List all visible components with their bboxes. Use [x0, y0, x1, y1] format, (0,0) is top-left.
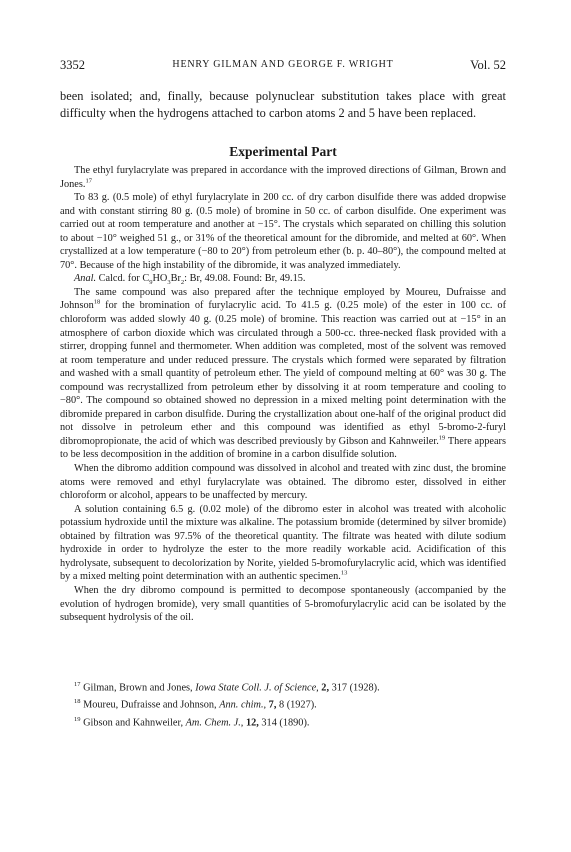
section-heading: Experimental Part	[229, 144, 337, 159]
experimental-body	[60, 164, 506, 625]
page-number: 3352	[60, 58, 85, 72]
footnote-19: $^{19}$ Gibson and Kahnweiler, Am. Chem. J., 12, 314 (1890).	[74, 715, 310, 729]
footnote-17: $^{17}$ Gilman, Brown and Jones, Iowa State Coll. J. of Science, 2, 317 (1928).	[74, 681, 380, 694]
paragraph-6: When the dry dibromo compound is permitted to decompose spontaneously (accompanied by the evolution of hydrogen bromide), very small quantities of 5-bromofurylacrylic acid can be isolated by the subsequent hydrolysis of the oil.	[60, 584, 506, 624]
paragraph-1: The ethyl furylacrylate was prepared in accordance with the improved directions of Gilman, Brown and Jones.$^{17}$	[60, 165, 506, 190]
paragraph-4: When the dibromo addition compound was dissolved in alcohol and treated with zinc dust, the bromine atoms were removed and ethyl furylacrylate was obtained. The dibromo ester, dissolved in either chloroform or alcohol, appears to be unaffected by mercury.	[60, 463, 506, 502]
footnote-ref-13: 13	[340, 569, 348, 577]
running-header	[60, 58, 506, 76]
lead-paragraph: been isolated; and, finally, because polynuclear substitution takes place with great difficulty when the hydrogens attached to carbon atoms 2 and 5 have been replaced.	[60, 89, 506, 120]
footnote-ref-19: 19	[438, 434, 446, 442]
volume-label: Vol. 52	[470, 58, 506, 72]
paragraph-5: A solution containing 6.5 g. (0.02 mole) of the dibromo ester in alcohol was treated with alcoholic potassium hydroxide until the mixture was alkaline. The potassium bromide (determined by silver bromide) obtained by filtration was 97.5% of the theoretical quantity. The filtrate was heated with dilute sodium hydroxide in order to hydrolyze the ester to the more readily workable acid. Acidification of this hydrolysate, subsequent to decolorization by Norite, yielded 5-bromofurylacrylic acid, which was identified by a mixed melting point determination with an authentic specimen.$^{13}$	[60, 503, 506, 583]
analysis-line: Anal. Calcd. for $C_9HO_3Br_2$: Br, 49.08. Found: Br, 49.15.	[74, 273, 306, 287]
analysis-label: Anal.	[74, 273, 97, 285]
paragraph-2: To 83 g. (0.5 mole) of ethyl furylacrylate in 200 cc. of dry carbon disulfide there was added dropwise and with constant stirring 80 g. (0.5 mole) of bromine in 50 cc. of carbon disulfide. One experiment was carried out at room temperature and another at −15°. The crystals which separated on chilling this solution to about −10° weighed 51 g., or 31% of the theoretical amount for the dibromide, and melted at 60°. When crystallized at a low temperature (−80 to 20°) from petroleum ether (b. p. 40–80°), the compound melted at 70°. Because of the high instability of the dibromide, it was analyzed immediately.	[60, 192, 506, 271]
footnote-18: $^{18}$ Moureu, Dufraisse and Johnson, Ann. chim., 7, 8 (1927).	[74, 698, 317, 711]
footnotes	[60, 678, 506, 730]
paragraph-3: The same compound was also prepared after the technique employed by Moureu, Dufraisse and Johnson$^{18}$ for the bromination of furylacrylic acid. To 41.5 g. (0.25 mole) of the ester in 100 cc. of chloroform was added slowly 40 g. (0.25 mole) of bromine. This reaction was carried out at −15° in an atmosphere of carbon dioxide which was circulated through a 500-cc. three-necked flask provided with a stirrer, dropping funnel and thermometer. When addition was completed, most of the solvent was removed at room temperature and under reduced pressure. The crystals which formed were separated by filtration and washed with a small quantity of petroleum ether. The yield of compound melting at 60° was 30 g. The compound was recrystallized from petroleum ether by dissolving it at room temperature and cooling to −80°. The compound so obtained showed no depression in a mixed melting point determination with the dibromide prepared in carbon disulfide. During the crystallization about one-half of the original product did not dissolve in petroleum ether and this compound was identified as ethyl 5-bromo-2-furyl dibromopropionate, the acid of which was described previously by Gibson and Kahnweiler.$^{19}$ There appears to be less decomposition in the addition of bromine in a carbon disulfide solution.	[60, 286, 506, 461]
footnote-ref-18: 18	[93, 299, 101, 307]
running-title: HENRY GILMAN AND GEORGE F. WRIGHT	[172, 59, 394, 70]
footnote-ref-17: 17	[85, 177, 92, 185]
